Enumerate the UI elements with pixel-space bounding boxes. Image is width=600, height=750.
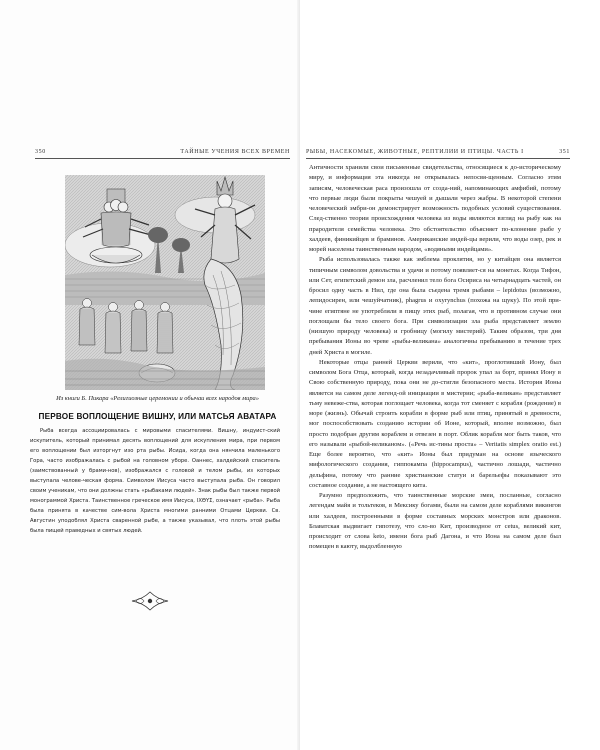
right-page-number: 351 xyxy=(559,149,570,155)
figure-caption: Из книги Б. Пикара «Религиозные церемонии и обычаи всех народов мира» xyxy=(56,395,259,402)
left-header-rule xyxy=(35,158,290,159)
right-paragraph: Античности хранили свои письменные свидетельства, относящиеся к до-историческому миру, и информация эта никогда не открывалась непосвя-щенным. Согласно этим записям, человеческая раса произошла от созда-ний, напоминающих амфибий, потому что первые люди были покрыты чешуей и дышали через жабры. В некоторой степени человеческий эмбри-он демонстрирует возможность подобных условий существования. След-ственно теории происхождения человека из воды являются взгляд на рыбу как на прародителя семейства человека. Это обстоятельство объясняет по-клонение рыбе у халдеев, финикийцев и браминов. Американские индей-цы верили, что воды озер, рек и морей населены таинственным народом, «водяными индейцами». xyxy=(309,164,561,253)
right-running-head xyxy=(306,147,570,157)
section-title: ПЕРВОЕ ВОПЛОЩЕНИЕ ВИШНУ, ИЛИ МАТСЬЯ АВАТАРА xyxy=(38,412,277,421)
right-running-title: РЫБЫ, НАСЕКОМЫЕ, ЖИВОТНЫЕ, РЕПТИЛИИ И ПТИЦЫ. ЧАСТЬ I xyxy=(306,149,524,155)
left-paragraph: Рыба всегда ассоциировалась с мировыми спасителями. Вишну, индуист-ский искупитель, который принимал десять воплощений для искупления мира, при первом его воплощении был изторгнут изо рта рыбы. Исида, когда она нянчила маленького Гора, часто изображалась с рыбой на головном уборе. Оаннес, халдейский спаситель (заимствованный у брами-нов), изображался с головой и телом рыбы, из которых выступала челове-ческая форма. Символом Иисуса часто выступала рыба. Он говорил своим ученикам, что они должны стать «рыбаками людей». Знак рыбы был также первой монограммой Христа. Таинственное греческое имя Иисуса, ΙΧΘΥΣ, означает «рыба». Рыба была принята в качестве сим-вола Христа многими ранними Отцами Церкви. Св. Августин уподоблял Христа сваренной рыбе, а также указывал, что плоть этой рыбы была пищей праведных и святых людей. xyxy=(30,428,280,534)
right-paragraph: Разумно предположить, что таинственные морские змеи, посланные, согласно легендам майя и тольтеков, в Мексику богами, были на самом деле кораблями викингов или халдеев, построенными в форме составных морских монстров или драконов. Блаватская выдвигает гипотезу, что сло-во Кит, производное от cetus, великий кит, происходит от слова keto, имени бога рыб Дагона, и что Иона на самом деле был помещен в каюту, выдолбленную xyxy=(309,492,561,551)
right-header-rule xyxy=(306,158,570,159)
left-running-title: ТАЙНЫЕ УЧЕНИЯ ВСЕХ ВРЕМЕН xyxy=(180,149,290,155)
vishnu-matsya-illustration xyxy=(65,175,265,390)
left-running-head xyxy=(35,147,290,157)
left-body-text xyxy=(30,426,280,536)
right-body-text xyxy=(309,163,561,553)
left-page-number: 350 xyxy=(35,149,46,155)
right-paragraph: Рыба использовалась также как эмблема проклятия, но у китайцев она является типичным символом довольства и удачи и потому появляет-ся на монетах. Когда Тифон, или Сет, египетский демон зла, расчленил тело бога Осириса на четырнадцать частей, он бросил одну часть в Нил, где она была съедена тремя рыбами – lepidotus (возможно, лепидосирен, или чешуйчатник), phagrus и oxyrynchus (похожа на щуку). По этой при-чине египтяне не употребляли в пищу этих рыб, полагая, что в противном случае они поглощали бы тело своего бога. При символизации зла рыба представляет землю (низшую природу человека) и гробницу (могилу мистерий). Таким образом, три дня пребывания Ионы во чреве «рыбы-великана» аналогичны пребыванию в течение трех дней Христа в могиле. xyxy=(309,256,561,356)
right-paragraph: Некоторые отцы ранней Церкви верили, что «кит», проглотивший Иону, был символом Бога Отца, который, когда незадачливый пророк упал за борт, принял Иону в Свою собственную природу, пока они не до-стигли безопасного места. История Ионы является на самом деле легенд-ой инициации в мистерии; «рыба-великан» представляет тьму невеже-ства, которая поглощает человека, когда тот сменяет с корабля (рождение) в море (жизнь). Обычай строить корабли в форме рыб или птиц, принятый в древности, мог поспособствовать созданию истории об Ионе, который, вполне возможно, был просто подобран другим кораблем и отвезен в порт. Облик корабля мог быть таков, что его называли «рыбой-великаном». («Речь ис-тины проста» – Veritatis simplex oratio est.) Еще более вероятно, что «кит» Ионы был придуман на основе языческого мифологического создания, гиппокампа (hippocampus), частично лошади, частично дельфина, потому что ранние христианские статуи и барельефы показывают это составное создание, а не настоящего кита. xyxy=(309,358,561,489)
engraving-drawing xyxy=(65,175,265,390)
right-page xyxy=(300,0,600,750)
fleuron-ornament-icon xyxy=(130,590,170,612)
